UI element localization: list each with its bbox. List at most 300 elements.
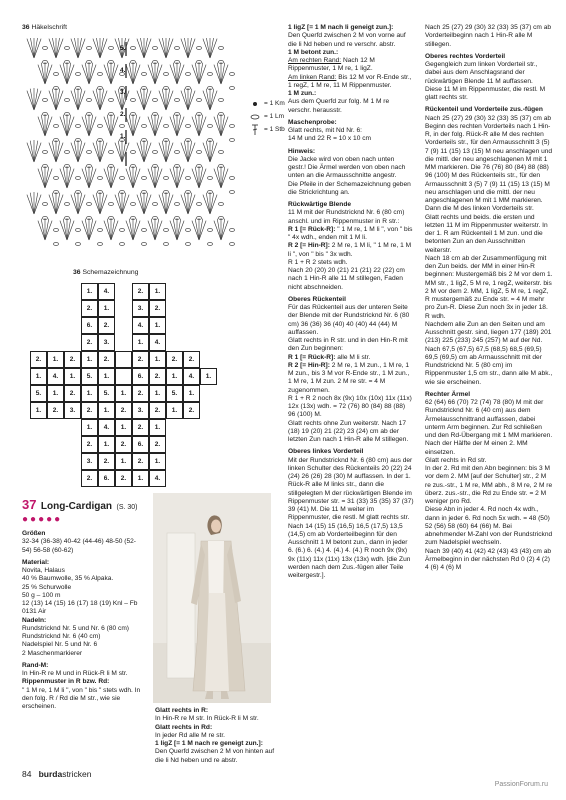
schema-cell: 2.: [81, 436, 98, 453]
chart-stitch: [76, 73, 81, 76]
schema-cell: 5.: [166, 385, 183, 402]
chart-stitch: [93, 143, 100, 162]
chart-stitch: [63, 219, 67, 240]
chart-stitch: [148, 221, 155, 240]
chart-stitch: [166, 89, 170, 110]
chart-stitch: [170, 169, 177, 188]
chart-stitch: [166, 143, 173, 162]
chart-stitch: [71, 143, 78, 162]
body-text: Glatt rechts in R str. und in den Hin-R mit den Zun beginnen:: [288, 337, 408, 353]
chart-stitch: [78, 39, 85, 58]
heading: 1 ligZ [= 1 M nach li geneigt zun.]:: [288, 24, 394, 31]
schema-cell: 1.: [166, 368, 183, 385]
body-text: " 1 M re, 1 M li ", von " bis " 4x wdh., enden mit 1 M li.: [288, 225, 413, 241]
chart-stitch: [166, 38, 170, 58]
schema-cell: 3.: [81, 453, 98, 470]
chart-stitch: [78, 195, 85, 214]
chart-stitch: [109, 203, 114, 206]
chart-stitch: [144, 195, 151, 214]
legend-label: = 1 Km: [264, 100, 285, 107]
chart-stitch: [153, 47, 158, 50]
schema-cell: 1.: [149, 419, 166, 436]
heading: Rechter Ärmel: [425, 390, 471, 398]
chart-stitch: [41, 63, 45, 84]
chart-stitch: [164, 229, 169, 232]
chart-stitch: [164, 73, 169, 76]
chart-stitch: [177, 221, 184, 240]
chart-stitch: [89, 219, 93, 240]
schema-cell: 3.: [132, 402, 149, 419]
chart-stitch: [38, 169, 45, 188]
schema-cell: 2.: [149, 436, 166, 453]
body-text: Die Jacke wird von oben nach unten gestr.! Die Ärmel werden von oben nach unten an die Armausschnitte angestr.: [288, 155, 406, 180]
chart-stitch: [100, 38, 104, 58]
chart-stitch: [87, 47, 92, 50]
chart-stitch: [206, 38, 210, 58]
schema-cell: 2.: [149, 300, 166, 317]
chart-stitch: [184, 38, 188, 58]
chart-stitch: [184, 141, 188, 162]
chart-stitch: [54, 177, 59, 180]
body-text: Aus dem Querfd zur folg. M 1 M re verschr. herausstr.: [288, 98, 390, 114]
chart-stitch: [221, 167, 225, 188]
chart-stitch: [164, 177, 169, 180]
body-text: Glatt rechts und beids. die ersten und letzten 11 M im Rippenmuster weiterstr. In der 1. R am Rückenteil 1 M zun. und die betonten Zun an den Ausschnitten weiterstr.: [425, 213, 548, 254]
chart-stitch: [133, 63, 137, 84]
chart-stitch: [54, 243, 59, 246]
schema-cell: 1.: [132, 334, 149, 351]
schema-cell: 2.: [132, 453, 149, 470]
schema-cell: 2.: [132, 283, 149, 300]
chart-stitch: [71, 91, 78, 110]
chart-stitch: [89, 169, 96, 188]
chart-stitch: [230, 177, 235, 180]
chart-stitch: [188, 38, 192, 58]
chart-stitch: [78, 141, 82, 162]
chart-stitch: [65, 203, 70, 206]
schema-cell: 1.: [183, 385, 200, 402]
chart-stitch: [104, 169, 111, 188]
chart-stitch: [30, 38, 34, 58]
slip-stitch-icon: [250, 101, 260, 107]
chart-stitch: [173, 63, 177, 84]
body-text: Nach 12 M Rippenmuster, 1 M re, 1 ligZ.: [288, 57, 375, 73]
chart-stitch: [45, 115, 49, 136]
schema-cell: 1.: [115, 453, 132, 470]
chart-stitch: [120, 229, 125, 232]
chart-stitch: [162, 141, 166, 162]
heading: Rückwärtige Blende: [288, 201, 352, 208]
chart-stitch: [109, 151, 114, 154]
chart-stitch: [60, 221, 67, 240]
heading: Maschenprobe:: [288, 118, 337, 126]
chart-stitch: [122, 141, 126, 162]
legend-label: = 1 Lm: [264, 113, 285, 120]
chart-stitch: [170, 221, 177, 240]
chart-stitch: [93, 39, 100, 58]
schema-cell: 2.: [30, 351, 47, 368]
chart-stitch: [155, 219, 159, 240]
schema-cell: 1.: [149, 351, 166, 368]
chart-stitch: [155, 117, 162, 136]
chart-row-number: 1.: [120, 133, 126, 140]
chart-stitch: [133, 115, 137, 136]
chart-row-number: 5.: [120, 45, 126, 52]
chart-stitch: [140, 38, 144, 58]
chart-stitch: [111, 169, 118, 188]
chart-stitch: [230, 243, 235, 246]
chart-stitch: [74, 141, 78, 162]
chart-stitch: [195, 219, 199, 240]
chart-stitch: [159, 39, 166, 58]
chart-stitch: [170, 65, 177, 84]
schema-cell: 2.: [64, 385, 81, 402]
chart-stitch: [210, 141, 214, 162]
chart-stitch: [111, 65, 118, 84]
brand-subtitle: stricken: [62, 769, 92, 779]
chart-stitch: [49, 39, 56, 58]
chart-stitch: [230, 73, 235, 76]
chart-stitch: [78, 193, 82, 214]
chart-stitch: [197, 99, 202, 102]
chart-stitch: [65, 99, 70, 102]
body-text: Gegengleich zum linken Vorderteil str., dabei aus dem Anschlagsrand der rückwärtigen Blende 11 M auffassen.: [425, 61, 538, 85]
brand-logo: burda: [38, 769, 63, 779]
schema-cell: 4.: [132, 317, 149, 334]
schema-cell: 1.: [98, 436, 115, 453]
schema-cell: 4.: [149, 470, 166, 487]
chart-stitch: [153, 99, 158, 102]
chain-stitch-icon: [250, 114, 260, 120]
schema-cell: 2.: [183, 402, 200, 419]
chart-stitch: [155, 167, 159, 188]
column-2: [155, 707, 275, 765]
chart-stitch: [56, 89, 60, 110]
chart-stitch: [87, 203, 92, 206]
chart-stitch: [221, 115, 225, 136]
schema-cell: 2.: [149, 368, 166, 385]
chart-stitch: [208, 125, 213, 128]
schema-cell: 1.: [149, 317, 166, 334]
chart-stitch: [199, 167, 203, 188]
chart-stitch: [85, 219, 89, 240]
chart-stitch: [107, 115, 111, 136]
chart-stitch: [219, 203, 224, 206]
body-text: Nachdem alle Zun an den Seiten und am Ausschnitt gestr. sind, liegen 177 (189) 201 (213) 225 (233) 245 (257) M auf der Nd.: [425, 320, 552, 345]
chart-stitch: [76, 243, 81, 246]
schema-cell: 3.: [132, 300, 149, 317]
chart-stitch: [67, 63, 71, 84]
chart-stitch: [115, 195, 122, 214]
chart-stitch: [144, 141, 148, 162]
body-text: Bis 12 M vor R-Ende str., 1 regZ, 1 M re, 11 M Rippenmuster.: [288, 73, 412, 89]
crochet-chart-title: [22, 24, 67, 31]
schema-cell: 1.: [47, 385, 64, 402]
chart-stitch: [67, 219, 71, 240]
heading: Glatt rechts in R:: [155, 707, 209, 714]
schema-cell: 1.: [200, 368, 217, 385]
chart-stitch: [175, 203, 180, 206]
chart-stitch: [104, 117, 111, 136]
chart-stitch: [133, 167, 137, 188]
chart-stitch: [153, 151, 158, 154]
chart-stitch: [188, 195, 195, 214]
chart-stitch: [206, 193, 210, 214]
chart-stitch: [175, 99, 180, 102]
chart-stitch: [177, 219, 181, 240]
chart-stitch: [104, 65, 111, 84]
chart-stitch: [100, 141, 104, 162]
chart-stitch: [43, 151, 48, 154]
chart-stitch: [219, 99, 224, 102]
chart-stitch: [34, 89, 38, 110]
body-text: Glatt rechts ohne Zun weiterstr. Nach 17 (18) 19 (20) 21 (22) 23 (24) cm ab der letzten Zun nach 1 Hin-R alle M stillegen.: [288, 419, 409, 443]
chart-stitch: [111, 115, 115, 136]
chart-stitch: [144, 143, 151, 162]
chart-stitch: [56, 38, 60, 58]
body-text: Nach 25 (27) 29 (30) 32 (33) 35 (37) cm ab Beginn des rechten Vorderteils nach 1 Hin-R, in der folg. Rück-R alle M des rechten Vorderteils str., für den Armausschnitt 3 (5) 7 (9) 11 (15) 13 (15) M neu anschlagen und die mittl. der neu angeschlagenen M mit 1 MM markieren. Die 76 (76) 80 (84) 88 (88) 96 (100) M des Rückenteils str., für den Armausschnitt 3 (5) 7 (9) 11 (15) 13 (15) M neu anschlagen und die mittl. der neu angeschlagenen M mit 1 MM markieren. Dann die M des linken Vorderteils str.: [425, 114, 553, 213]
heading: 1 M betont zun.:: [288, 48, 339, 56]
row-label: R 2 [= Hin-R]:: [288, 242, 330, 250]
heading: Glatt rechts in Rd:: [155, 723, 213, 731]
chart-stitch: [63, 63, 67, 84]
chart-stitch: [56, 39, 63, 58]
chart-stitch: [67, 117, 74, 136]
chart-stitch: [45, 63, 49, 84]
schema-cell: 1.: [98, 368, 115, 385]
chart-stitch: [188, 89, 192, 110]
chart-stitch: [60, 169, 67, 188]
body-text: Nadelspiel Nr. 5 und Nr. 6: [22, 641, 98, 649]
schema-cell: 6.: [81, 317, 98, 334]
chart-stitch: [96, 89, 100, 110]
legend-label: = 1 Stb: [264, 126, 285, 133]
chart-stitch: [122, 195, 129, 214]
chart-stitch: [100, 193, 104, 214]
chart-stitch: [49, 91, 56, 110]
schema-cell: 2.: [98, 351, 115, 368]
heading: Material:: [22, 558, 50, 566]
body-text: 32-34 (36-38) 40-42 (44-46) 48-50 (52-54) 56-58 (60-62): [22, 538, 136, 554]
schema-cell: 1.: [81, 351, 98, 368]
chart-stitch: [177, 167, 181, 188]
chart-stitch: [208, 243, 213, 246]
chart-stitch: [133, 169, 140, 188]
page-number: 84: [22, 769, 32, 779]
schema-cell: 1.: [98, 402, 115, 419]
body-text: In Hin-R re M und in Rück-R li M str.: [22, 670, 128, 677]
schema-cell: 5.: [30, 385, 47, 402]
chart-stitch: [129, 115, 133, 136]
body-text: Rundstricknd Nr. 5 und Nr. 6 (80 cm): [22, 624, 130, 632]
column-3: [288, 24, 414, 584]
chart-stitch: [166, 193, 170, 214]
column-1: [22, 530, 144, 715]
chart-stitch: [214, 221, 221, 240]
chart-stitch: [133, 219, 137, 240]
chart-stitch: [164, 125, 169, 128]
body-text: R 1 + R 2 noch 8x (9x) 10x (10x) 11x (11x) 12x (13x) wdh. = 72 (76) 80 (84) 88 (88) 96 (100) M.: [288, 394, 412, 419]
schema-cell: [115, 351, 132, 368]
chart-stitch: [137, 195, 144, 214]
chart-stitch: [131, 47, 136, 50]
chart-stitch: [56, 141, 60, 162]
chart-stitch: [98, 243, 103, 246]
chart-stitch: [89, 167, 93, 188]
chart-stitch: [197, 151, 202, 154]
chart-stitch: [45, 221, 52, 240]
chart-stitch: [155, 115, 159, 136]
chart-stitch: [111, 63, 115, 84]
chart-stitch: [60, 65, 67, 84]
chart-stitch: [186, 177, 191, 180]
chart-stitch: [230, 191, 235, 194]
chart-stitch: [74, 38, 78, 58]
legend-item-km: [250, 97, 285, 110]
chart-stitch: [144, 91, 151, 110]
chart-stitch: [142, 125, 147, 128]
body-text: " 1 M re, 1 M li ", von " bis " stets wdh. In den folg. R / Rd die M str., wie sie erscheinen.: [22, 686, 141, 710]
chart-stitch: [221, 221, 228, 240]
chart-stitch: [27, 39, 34, 58]
chart-stitch: [133, 117, 140, 136]
body-text: 25 % Schurwolle: [22, 583, 72, 591]
heading: Rand-M:: [22, 661, 49, 669]
chart-stitch: [38, 65, 45, 84]
chart-stitch: [111, 117, 118, 136]
body-text: Diese 11 M im Rippenmuster, die restl. M glatt rechts str.: [425, 85, 546, 101]
chart-stitch: [221, 219, 225, 240]
watermark: PassionForum.ru: [494, 781, 548, 788]
chart-stitch: [159, 195, 166, 214]
chart-stitch: [166, 39, 173, 58]
chart-stitch: [155, 65, 162, 84]
cardigan-photo: [153, 493, 271, 703]
chart-stitch: [142, 73, 147, 76]
schema-title: [73, 269, 138, 276]
heading: Oberes Rückenteil: [288, 295, 346, 303]
chart-stitch: [100, 39, 107, 58]
chart-stitch: [162, 193, 166, 214]
column-4: [425, 24, 553, 576]
crochet-legend: [250, 97, 285, 136]
chart-stitch: [93, 195, 100, 214]
chart-stitch: [210, 38, 214, 58]
chart-stitch: [186, 73, 191, 76]
chart-stitch: [188, 193, 192, 214]
chart-stitch: [173, 115, 177, 136]
chart-stitch: [199, 219, 203, 240]
schema-cell: 2.: [166, 351, 183, 368]
body-text: Den Querfd zwischen 2 M von vorne auf die li Nd heben und re verschr. abstr.: [288, 32, 406, 48]
chart-stitch: [71, 195, 78, 214]
figure-number: 36: [22, 24, 30, 31]
schema-cell: 6.: [132, 368, 149, 385]
body-text: 14 M und 22 R = 10 x 10 cm: [288, 135, 372, 143]
legend-item-lm: [250, 110, 285, 123]
schema-cell: 2.: [183, 351, 200, 368]
chart-stitch: [181, 39, 188, 58]
chart-stitch: [192, 65, 199, 84]
schema-cell: 2.: [115, 436, 132, 453]
chart-stitch: [142, 243, 147, 246]
body-text: Nach 67,5 (67,5) 67,5 (68,5) 68,5 (69,5) 69,5 (69,5) cm ab Armausschnitt mit der Rundstricknd Nr. 5 (80 cm) im Rippenmuster 1,5 cm str., dann alle M abk., wie sie erscheinen.: [425, 345, 553, 386]
chart-stitch: [142, 229, 147, 232]
chart-stitch: [214, 117, 221, 136]
body-text: Nach 18 cm ab der Zusammenfügung mit den Zun beids. der MM in einer Hin-R beginnen: Mustergemäß bis 2 M vor dem 1. MM str., 1 ligZ, 5 M re, 1 regZ, weiterstr. bis 2 M vor dem 2. MM, 1 ligZ, 5 M re, 1 regZ, R mustergemäß zu Ende str. = 4 M mehr pro Zun-R. Diese Zun noch 3x in jeder 18. R wdh.: [425, 254, 553, 320]
schema-cell: 1.: [30, 402, 47, 419]
chart-stitch: [45, 167, 49, 188]
model-illustration: [153, 493, 271, 703]
chart-stitch: [214, 65, 221, 84]
schema-cell: 1.: [149, 385, 166, 402]
chart-stitch: [34, 141, 38, 162]
schema-cell: 3.: [64, 402, 81, 419]
chart-row-number: 4.: [120, 67, 126, 74]
page-footer: [22, 769, 91, 779]
chart-stitch: [159, 143, 166, 162]
chart-stitch: [188, 141, 192, 162]
chart-stitch: [221, 169, 228, 188]
chart-stitch: [27, 195, 34, 214]
chart-stitch: [148, 169, 155, 188]
chart-stitch: [87, 99, 92, 102]
chart-stitch: [34, 39, 41, 58]
chart-stitch: [140, 141, 144, 162]
chart-stitch: [41, 219, 45, 240]
chart-stitch: [56, 195, 63, 214]
chart-stitch: [34, 91, 41, 110]
chart-stitch: [27, 91, 34, 110]
chart-stitch: [203, 195, 210, 214]
chart-stitch: [184, 89, 188, 110]
heading: Größen: [22, 530, 46, 537]
body-text: Die Pfeile in der Schemazeichnung geben die Strickrichtung an.: [288, 180, 411, 196]
chart-stitch: [34, 195, 41, 214]
chart-stitch: [67, 169, 74, 188]
chart-stitch: [30, 89, 34, 110]
chart-stitch: [188, 143, 195, 162]
chart-stitch: [166, 195, 173, 214]
chart-stitch: [27, 143, 34, 162]
pattern-number: 37: [22, 497, 37, 512]
body-text: 50 g – 100 m: [22, 591, 61, 599]
heading: Oberes rechtes Vorderteil: [425, 52, 506, 60]
chart-stitch: [203, 91, 210, 110]
chart-row-number: 3.: [120, 89, 126, 96]
chart-stitch: [181, 195, 188, 214]
chart-stitch: [34, 143, 41, 162]
chart-stitch: [60, 117, 67, 136]
heading: Rückenteil und Vorderteile zus.-fügen: [425, 106, 543, 114]
chart-stitch: [177, 63, 181, 84]
chart-stitch: [214, 169, 221, 188]
chart-stitch: [208, 73, 213, 76]
chart-stitch: [195, 167, 199, 188]
chart-stitch: [43, 47, 48, 50]
chart-stitch: [89, 115, 93, 136]
schema-cell: 5.: [81, 368, 98, 385]
chart-stitch: [197, 203, 202, 206]
chart-stitch: [199, 117, 206, 136]
chart-stitch: [96, 38, 100, 58]
chart-stitch: [98, 229, 103, 232]
chart-stitch: [54, 229, 59, 232]
chart-stitch: [142, 177, 147, 180]
schema-cell: 2.: [115, 470, 132, 487]
schema-cell: 2.: [132, 351, 149, 368]
chart-stitch: [74, 89, 78, 110]
